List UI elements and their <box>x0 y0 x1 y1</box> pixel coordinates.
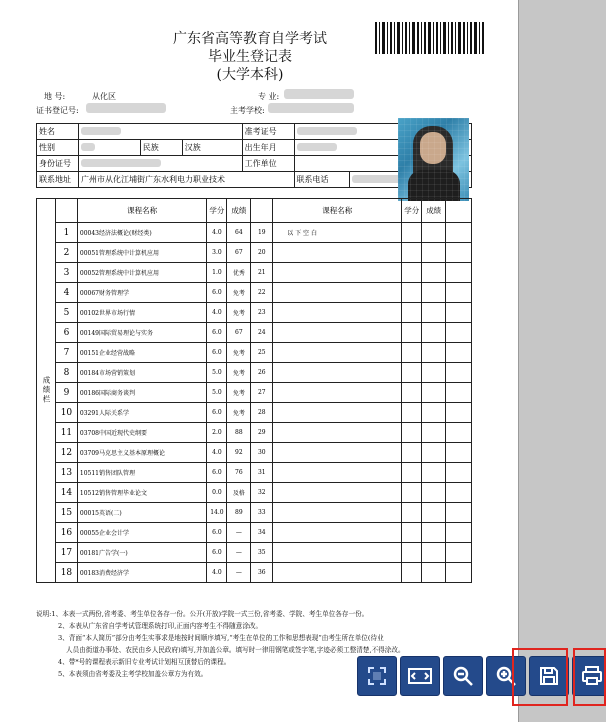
table-row <box>37 263 472 283</box>
course-name-right: 以 下 空 白 <box>273 223 402 243</box>
course-name: 03709马克思主义基本原理概论 <box>77 443 207 463</box>
table-row <box>37 503 472 523</box>
col-course-name: 课程名称 <box>77 199 207 223</box>
course-name: 00067财务管理学 <box>77 283 207 303</box>
course-credit: 4.0 <box>207 223 227 243</box>
row-number-right: 20 <box>251 243 273 263</box>
course-name-right <box>273 423 402 443</box>
form-title: 广东省高等教育自学考试 <box>173 31 327 47</box>
name-value <box>78 124 242 140</box>
table-row <box>37 483 472 503</box>
course-name-right <box>273 243 402 263</box>
birth-label: 出生年月 <box>242 140 294 156</box>
course-name: 00186国际商务谈判 <box>77 383 207 403</box>
row-number: 11 <box>55 423 77 443</box>
course-score: 优秀 <box>227 263 251 283</box>
id-value <box>78 156 242 172</box>
course-name-right <box>273 523 402 543</box>
course-name: 00151企业经营战略 <box>77 343 207 363</box>
row-number: 10 <box>55 403 77 423</box>
zoom-out-button[interactable] <box>443 656 483 696</box>
major-label: 专 业: <box>258 92 280 101</box>
row-number-right: 33 <box>251 503 273 523</box>
course-score: 92 <box>227 443 251 463</box>
course-name: 00043经济法概论(财经类) <box>77 223 207 243</box>
course-name-right <box>273 403 402 423</box>
course-name: 00149国际贸易理论与实务 <box>77 323 207 343</box>
row-number: 13 <box>55 463 77 483</box>
student-photo <box>398 118 469 201</box>
ethnic-label: 民族 <box>140 140 182 156</box>
redacted-cert <box>86 103 166 113</box>
course-credit: 4.0 <box>207 303 227 323</box>
id-label: 身份证号 <box>37 156 79 172</box>
fit-page-button[interactable] <box>357 656 397 696</box>
row-number-right: 30 <box>251 443 273 463</box>
course-score: — <box>227 563 251 583</box>
course-name-right <box>273 263 402 283</box>
course-name: 10511销售团队管理 <box>77 463 207 483</box>
course-credit: 5.0 <box>207 363 227 383</box>
row-number-right: 26 <box>251 363 273 383</box>
grades-side-label: 成绩栏 <box>37 199 56 583</box>
row-number: 4 <box>55 283 77 303</box>
note-line: 2、本表从广东省自学考试管理系统打印,正面内容考生不得随意涂改。 <box>58 622 263 630</box>
address-label: 联系地址 <box>37 172 79 188</box>
viewer-toolbar <box>357 656 606 696</box>
region-label: 地 号: <box>44 92 66 101</box>
table-row <box>37 363 472 383</box>
course-score: 免考 <box>227 383 251 403</box>
course-score: 免考 <box>227 283 251 303</box>
row-number: 16 <box>55 523 77 543</box>
work-label: 工作单位 <box>242 156 294 172</box>
course-name-right <box>273 443 402 463</box>
row-number: 9 <box>55 383 77 403</box>
note-line: 4、带*号的课程表示新旧专业考试计划相互顶替后的课程。 <box>58 658 231 666</box>
row-number: 5 <box>55 303 77 323</box>
course-credit: 14.0 <box>207 503 227 523</box>
note-line: 说明:1、本表一式两份,省考委、考生单位各存一份。公开(开放)学院一式三份,省考委、学院、考生单位各存一份。 <box>36 610 369 618</box>
row-number-right: 25 <box>251 343 273 363</box>
print-button-highlight <box>573 648 606 706</box>
row-number-right: 22 <box>251 283 273 303</box>
course-score: 64 <box>227 223 251 243</box>
table-row <box>37 463 472 483</box>
row-number: 3 <box>55 263 77 283</box>
course-credit: 6.0 <box>207 463 227 483</box>
table-row <box>37 303 472 323</box>
table-row <box>37 383 472 403</box>
course-name-right <box>273 563 402 583</box>
course-credit: 5.0 <box>207 383 227 403</box>
table-row <box>37 283 472 303</box>
row-number: 7 <box>55 343 77 363</box>
row-number-right: 23 <box>251 303 273 323</box>
table-row <box>37 523 472 543</box>
row-number: 17 <box>55 543 77 563</box>
course-score: 免考 <box>227 303 251 323</box>
row-number-right: 19 <box>251 223 273 243</box>
row-number-right: 29 <box>251 423 273 443</box>
course-name-right <box>273 283 402 303</box>
table-row <box>37 243 472 263</box>
course-name-right <box>273 343 402 363</box>
table-row <box>37 423 472 443</box>
course-score: 及格 <box>227 483 251 503</box>
course-score: 67 <box>227 243 251 263</box>
fit-width-button[interactable] <box>400 656 440 696</box>
row-number-right: 24 <box>251 323 273 343</box>
course-score: 67 <box>227 323 251 343</box>
table-row <box>37 563 472 583</box>
course-credit: 6.0 <box>207 323 227 343</box>
redacted-major <box>284 89 354 99</box>
row-number-right: 32 <box>251 483 273 503</box>
course-score: 免考 <box>227 343 251 363</box>
table-row <box>37 543 472 563</box>
row-number: 8 <box>55 363 77 383</box>
course-credit: 2.0 <box>207 423 227 443</box>
viewer-scroll-area[interactable] <box>519 0 606 722</box>
course-score: 76 <box>227 463 251 483</box>
row-number-right: 36 <box>251 563 273 583</box>
barcode <box>375 22 485 54</box>
course-name: 00183消费经济学 <box>77 563 207 583</box>
grades-table <box>36 198 472 583</box>
row-number: 6 <box>55 323 77 343</box>
col-score: 成绩 <box>227 199 251 223</box>
note-line: 5、本表须由省考委及主考学校加盖公章方为有效。 <box>58 670 208 678</box>
course-credit: 3.0 <box>207 243 227 263</box>
redacted-school <box>268 103 354 113</box>
row-number-right: 35 <box>251 543 273 563</box>
course-name-right <box>273 383 402 403</box>
zoom-out-icon <box>451 664 475 688</box>
exam-no-label: 准考证号 <box>242 124 294 140</box>
course-credit: 6.0 <box>207 283 227 303</box>
row-number-right: 21 <box>251 263 273 283</box>
course-name: 00055企业会计学 <box>77 523 207 543</box>
course-name: 00015英语(二) <box>77 503 207 523</box>
gender-value <box>78 140 140 156</box>
course-credit: 4.0 <box>207 443 227 463</box>
region-value: 从化区 <box>92 92 116 101</box>
course-credit: 0.0 <box>207 483 227 503</box>
course-name-right <box>273 323 402 343</box>
name-label: 姓名 <box>37 124 79 140</box>
course-name-right <box>273 363 402 383</box>
row-number: 14 <box>55 483 77 503</box>
form-subtitle: 毕业生登记表 <box>208 49 292 65</box>
fit-width-icon <box>407 664 433 688</box>
row-number: 12 <box>55 443 77 463</box>
table-row <box>37 323 472 343</box>
course-credit: 6.0 <box>207 523 227 543</box>
course-name-right <box>273 483 402 503</box>
col-course-name-right: 课程名称 <box>273 199 402 223</box>
note-line: 3、背面“本人简历”部分由考生实事求是地按时间顺序填写,“考生在单位的工作和思想表现”由考生所在单位(待业 <box>58 634 384 642</box>
course-score: — <box>227 543 251 563</box>
col-score-right: 成绩 <box>422 199 446 223</box>
course-credit: 6.0 <box>207 343 227 363</box>
row-number-right: 28 <box>251 403 273 423</box>
course-name: 03708中国近现代史纲要 <box>77 423 207 443</box>
form-degree: (大学本科) <box>216 67 284 83</box>
course-credit: 6.0 <box>207 403 227 423</box>
address-value: 广州市从化江埔街广东水利电力职业技术 <box>78 172 294 188</box>
course-name-right <box>273 303 402 323</box>
course-name: 00051管理系统中计算机应用 <box>77 243 207 263</box>
row-number-right: 34 <box>251 523 273 543</box>
row-number-right: 27 <box>251 383 273 403</box>
course-score: 89 <box>227 503 251 523</box>
ethnic-value: 汉族 <box>182 140 242 156</box>
row-number-right: 31 <box>251 463 273 483</box>
note-line: 人员由街道办事处、农民由乡人民政府)填写,并加盖公章。填写时一律用钢笔或签字笔,字迹必须工整清楚,不得涂改。 <box>66 646 405 654</box>
course-name-right <box>273 463 402 483</box>
course-score: 免考 <box>227 363 251 383</box>
course-credit: 4.0 <box>207 563 227 583</box>
course-name-right <box>273 543 402 563</box>
course-name-right <box>273 503 402 523</box>
row-number: 1 <box>55 223 77 243</box>
gender-label: 性别 <box>37 140 79 156</box>
col-credit: 学分 <box>207 199 227 223</box>
row-number: 15 <box>55 503 77 523</box>
course-score: 88 <box>227 423 251 443</box>
course-name: 00102世界市场行情 <box>77 303 207 323</box>
course-name: 10512销售管理毕业论文 <box>77 483 207 503</box>
row-number: 2 <box>55 243 77 263</box>
phone-label: 联系电话 <box>294 172 350 188</box>
course-score: — <box>227 523 251 543</box>
course-credit: 6.0 <box>207 543 227 563</box>
course-name: 00052管理系统中计算机应用 <box>77 263 207 283</box>
table-row <box>37 403 472 423</box>
table-row <box>37 443 472 463</box>
cert-label: 证书登记号: <box>36 106 79 115</box>
row-number: 18 <box>55 563 77 583</box>
table-row <box>37 343 472 363</box>
fit-page-icon <box>365 664 389 688</box>
table-row <box>37 223 472 243</box>
course-score: 免考 <box>227 403 251 423</box>
course-credit: 1.0 <box>207 263 227 283</box>
course-name: 00181广告学(一) <box>77 543 207 563</box>
course-name: 00184市场营销策划 <box>77 363 207 383</box>
course-name: 03291人际关系学 <box>77 403 207 423</box>
save-button-highlight <box>512 648 568 706</box>
school-label: 主考学校: <box>230 106 265 115</box>
col-credit-right: 学分 <box>402 199 422 223</box>
